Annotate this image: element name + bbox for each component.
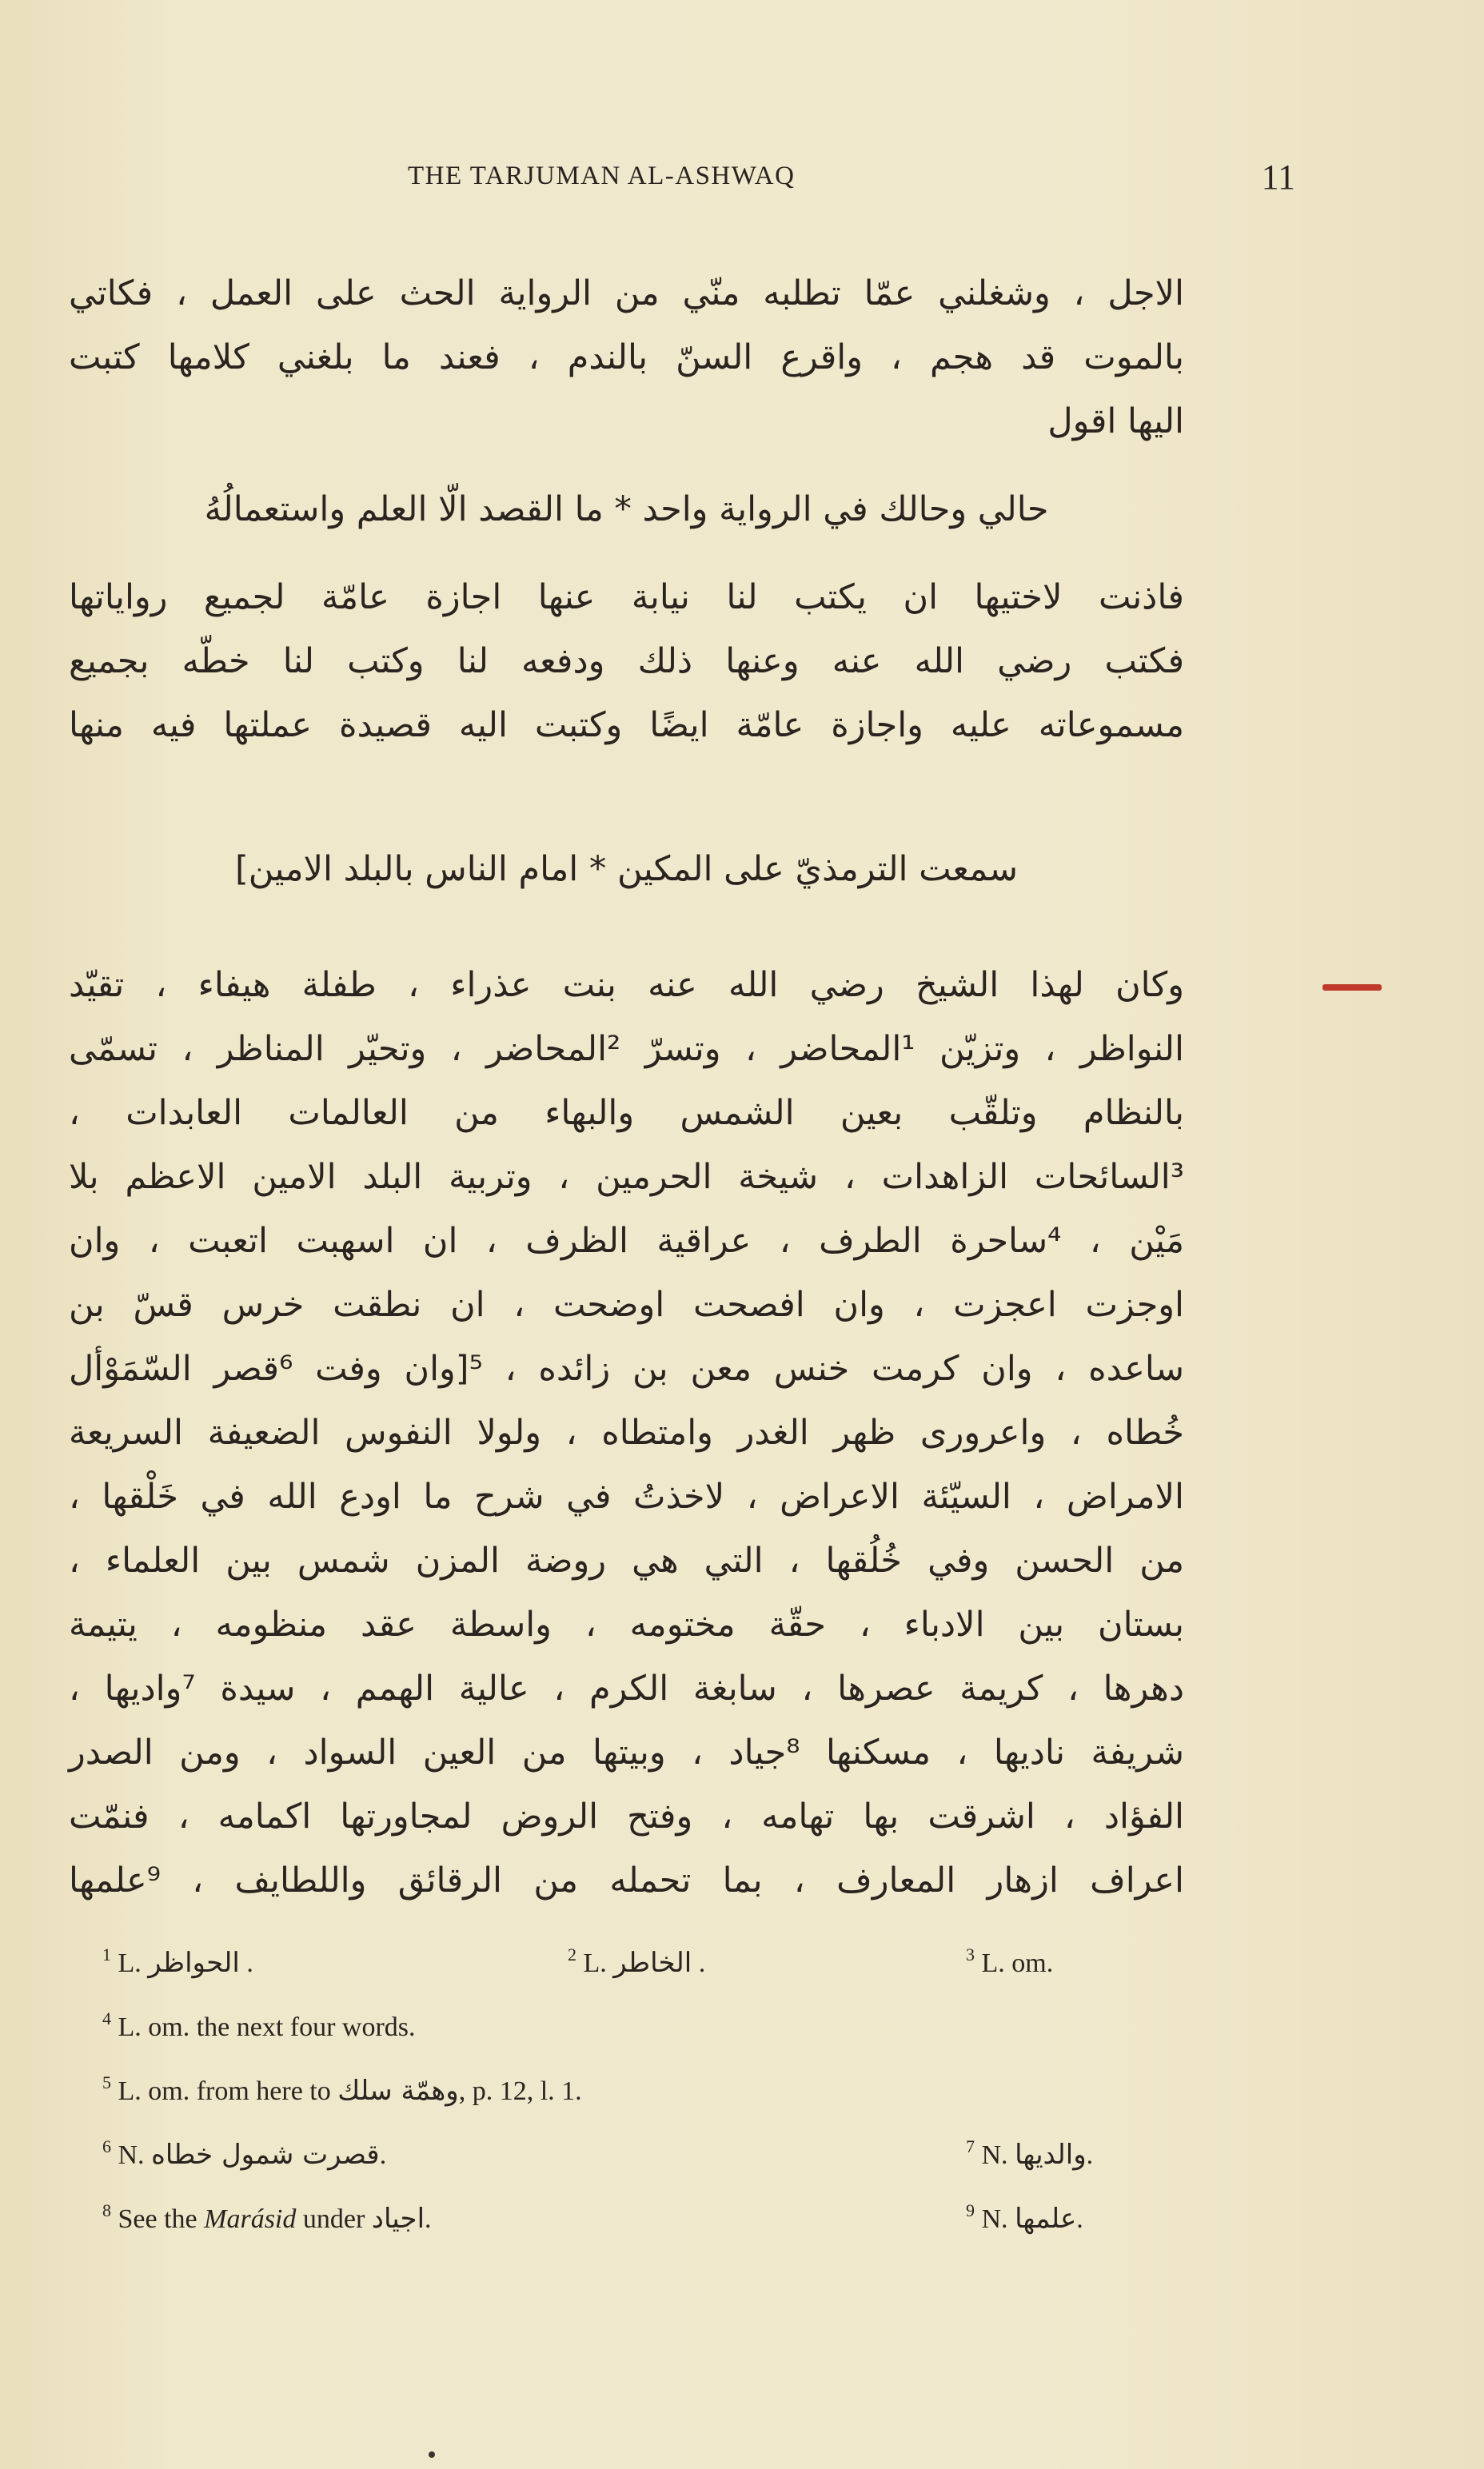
text-line: ³السائحات الزاهدات ، شيخة الحرمين ، وتربية البلد الامين الاعظم بلا bbox=[69, 1157, 1184, 1197]
footnote-6: $^6$ N. قصرت شمول خطاه. bbox=[102, 2136, 387, 2171]
text-line: دهرها ، كريمة عصرها ، سابغة الكرم ، عالية الهمم ، سيدة ⁷واديها ، bbox=[69, 1669, 1184, 1709]
page-dot bbox=[429, 2451, 435, 2458]
footnote-8: $^8$ See the Marásid under اجياد. bbox=[102, 2200, 432, 2235]
footnote-2: $^2$ L. الخاطر . bbox=[568, 1944, 706, 1978]
text-line: بالنظام وتلقّب بعين الشمس والبهاء من العالمات العابدات ، bbox=[69, 1093, 1184, 1133]
text-line: الاجل ، وشغلني عمّا تطلبه منّي من الرواية الحث على العمل ، فكاتي bbox=[69, 273, 1184, 313]
text-line: مسموعاته عليه واجازة عامّة ايضًا وكتبت اليه قصيدة عملتها فيه منها bbox=[69, 705, 1184, 745]
running-title: THE TARJUMAN AL-ASHWAQ bbox=[408, 162, 796, 190]
text-line: فكتب رضي الله عنه وعنها ذلك ودفعه لنا وكتب لنا خطّه بجميع bbox=[69, 641, 1184, 681]
footnote-5: $^5$ L. om. from here to وهمّة سلك, p. 12, l. 1. bbox=[102, 2072, 582, 2107]
text-line: اعراف ازهار المعارف ، بما تحمله من الرقائق واللطايف ، ⁹علمها bbox=[69, 1861, 1184, 1901]
text-line: بستان بين الادباء ، حقّة مختومه ، واسطة عقد منظومه ، يتيمة bbox=[69, 1605, 1184, 1645]
verse-line: حالي وحالك في الرواية واحد * ما القصد الّا العلم واستعمالُهُ bbox=[204, 489, 1049, 529]
margin-marker bbox=[1322, 984, 1382, 991]
footnote-7: $^7$ N. والديها. bbox=[966, 2136, 1094, 2171]
text-line: ساعده ، وان كرمت خنس معن بن زائده ، ⁵[وان وفت ⁶قصر السّمَوْأل bbox=[69, 1349, 1184, 1389]
footnote-1: $^1$ L. الحواظر . bbox=[102, 1944, 253, 1978]
text-line: اليها اقول bbox=[1047, 401, 1184, 441]
text-line: شريفة ناديها ، مسكنها ⁸جياد ، وبيتها من العين السواد ، ومن الصدر bbox=[69, 1733, 1184, 1773]
footnote-3: $^3$ L. om. bbox=[966, 1944, 1054, 1978]
text-line: اوجزت اعجزت ، وان افصحت اوضحت ، ان نطقت خرس قسّ بن bbox=[69, 1285, 1184, 1325]
text-line: فاذنت لاختيها ان يكتب لنا نيابة عنها اجازة عامّة لجميع رواياتها bbox=[69, 577, 1184, 617]
text-line: الامراض ، السيّئة الاعراض ، لاخذتُ في شرح ما اودع الله في خَلْقها ، bbox=[69, 1477, 1184, 1517]
footnote-9: $^9$ N. علمها. bbox=[966, 2200, 1083, 2235]
text-line: خُطاه ، واعرورى ظهر الغدر وامتطاه ، ولولا النفوس الضعيفة السريعة bbox=[69, 1413, 1184, 1453]
text-line: وكان لهذا الشيخ رضي الله عنه بنت عذراء ، طفلة هيفاء ، تقيّد bbox=[69, 965, 1184, 1005]
text-line: الفؤاد ، اشرقت بها تهامه ، وفتح الروض لمجاورتها اكمامه ، فنمّت bbox=[69, 1797, 1184, 1837]
page-header bbox=[408, 157, 1295, 205]
verse-line: سمعت الترمذيّ على المكين * امام الناس بالبلد الامين] bbox=[234, 849, 1019, 889]
page-number: 11 bbox=[1261, 158, 1295, 197]
text-line: النواظر ، وتزيّن ¹المحاضر ، وتسرّ ²المحاضر ، وتحيّر المناظر ، تسمّى bbox=[69, 1029, 1184, 1069]
text-line: من الحسن وفي خُلُقها ، التي هي روضة المزن شمس بين العلماء ، bbox=[69, 1541, 1184, 1581]
text-line: مَيْن ، ⁴ساحرة الطرف ، عراقية الظرف ، ان اسهبت اتعبت ، وان bbox=[69, 1221, 1184, 1261]
footnote-4: $^4$ L. om. the next four words. bbox=[102, 2008, 416, 2042]
text-line: بالموت قد هجم ، واقرع السنّ بالندم ، فعند ما بلغني كلامها كتبت bbox=[69, 337, 1184, 377]
